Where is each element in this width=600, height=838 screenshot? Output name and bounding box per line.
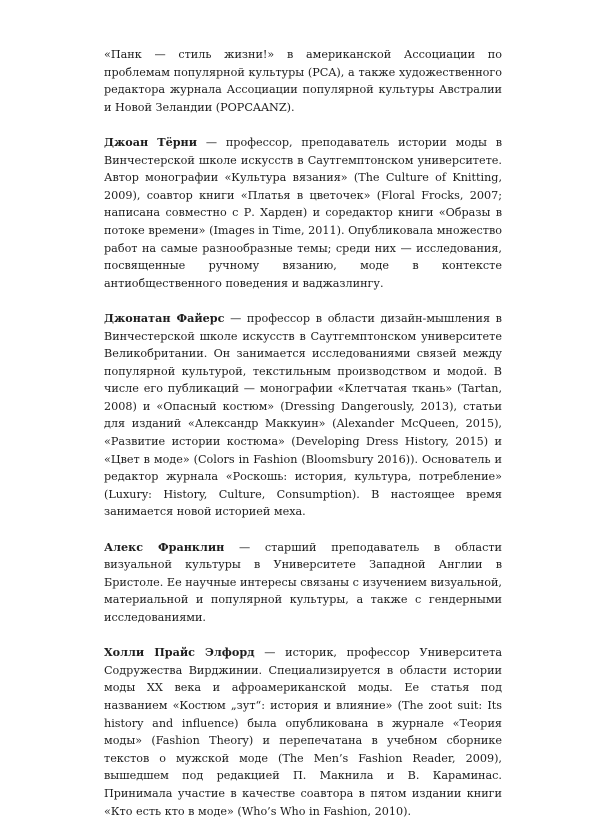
paragraph-text: «Панк — стиль жизни!» в американской Ассоциации по проблемам популярной культуры (PCA), а также художественного редактора журнала Ассоциации популярной культуры Австралии и Новой Зеландии (POPCAANZ). [104,48,502,114]
bio-name: Джонатан Файерс [104,310,225,325]
bio-jonathan-faiers [104,310,502,521]
bio-joan-turney [104,134,502,292]
bio-name: Холли Прайс Элфорд [104,645,255,660]
bio-text: — профессор в области дизайн-мышления в Винчестерской школе искусств в Саутгемптонском университете Великобритании. Он занимается исследованиями связей между популярной культурой, текстильным производством и модой. В числе его публикаций — монографии «Клетчатая ткань» (Tartan, 2008) и «Опасный костюм» (Dressing Dangerously, 2013), статьи для изданий «Александр Маккуин» (Alexander McQueen, 2015), «Развитие истории костюма» (Developing Dress History, 2015) и «Цвет в моде» (Colors in Fashion (Bloomsbury 2016)). Основатель и редактор журнала «Роскошь: история, культура, потребление» (Luxury: History, Culture, Consumption). В настоящее время занимается новой историей меха. [104,311,502,519]
bio-alex-franklin [104,539,502,627]
bio-name: Джоан Тёрни [104,134,198,149]
bio-text: — профессор, преподаватель истории моды в Винчестерской школе искусств в Саутгемптонском университете. Автор монографии «Культура вязания» (The Culture of Knitting, 2009), соавтор книги «Платья в цветочек» (Floral Frocks, 2007; написана совместно с Р. Харден) и соредактор книги «Образы в потоке времени» (Images in Time, 2011). Опубликовала множество работ на самые разнообразные темы; среди них — исследования, посвященные ручному вязанию, моде в контексте антиобщественного поведения и ваджазлингу. [104,135,502,290]
page-body [104,46,502,838]
bio-text: — историк, профессор Университета Содружества Вирджинии. Специализируется в области истории моды XX века и афроамериканской моды. Ее статья под названием «Костюм „зут“: история и влияние» (The zoot suit: Its history and influence) была опубликована в журнале «Теория моды» (Fashion Theory) и перепечатана в учебном сборнике текстов о мужской моде (The Men’s Fashion Reader, 2009), вышедшем под редакцией П. Макнила и В. Караминас. Принимала участие в качестве соавтора в пятом издании книги «Кто есть кто в моде» (Who’s Who in Fashion, 2010). [104,646,502,818]
bio-holly-price-alford [104,644,502,820]
bio-text: — старший преподаватель в области визуальной культуры в Университете Западной Англии в Бристоле. Ее научные интересы связаны с изучением визуальной, материальной и популярной культуры, а также с гендерными исследованиями. [104,540,502,624]
bio-name: Алекс Франклин [104,539,225,554]
paragraph-intro-continuation [104,46,502,116]
